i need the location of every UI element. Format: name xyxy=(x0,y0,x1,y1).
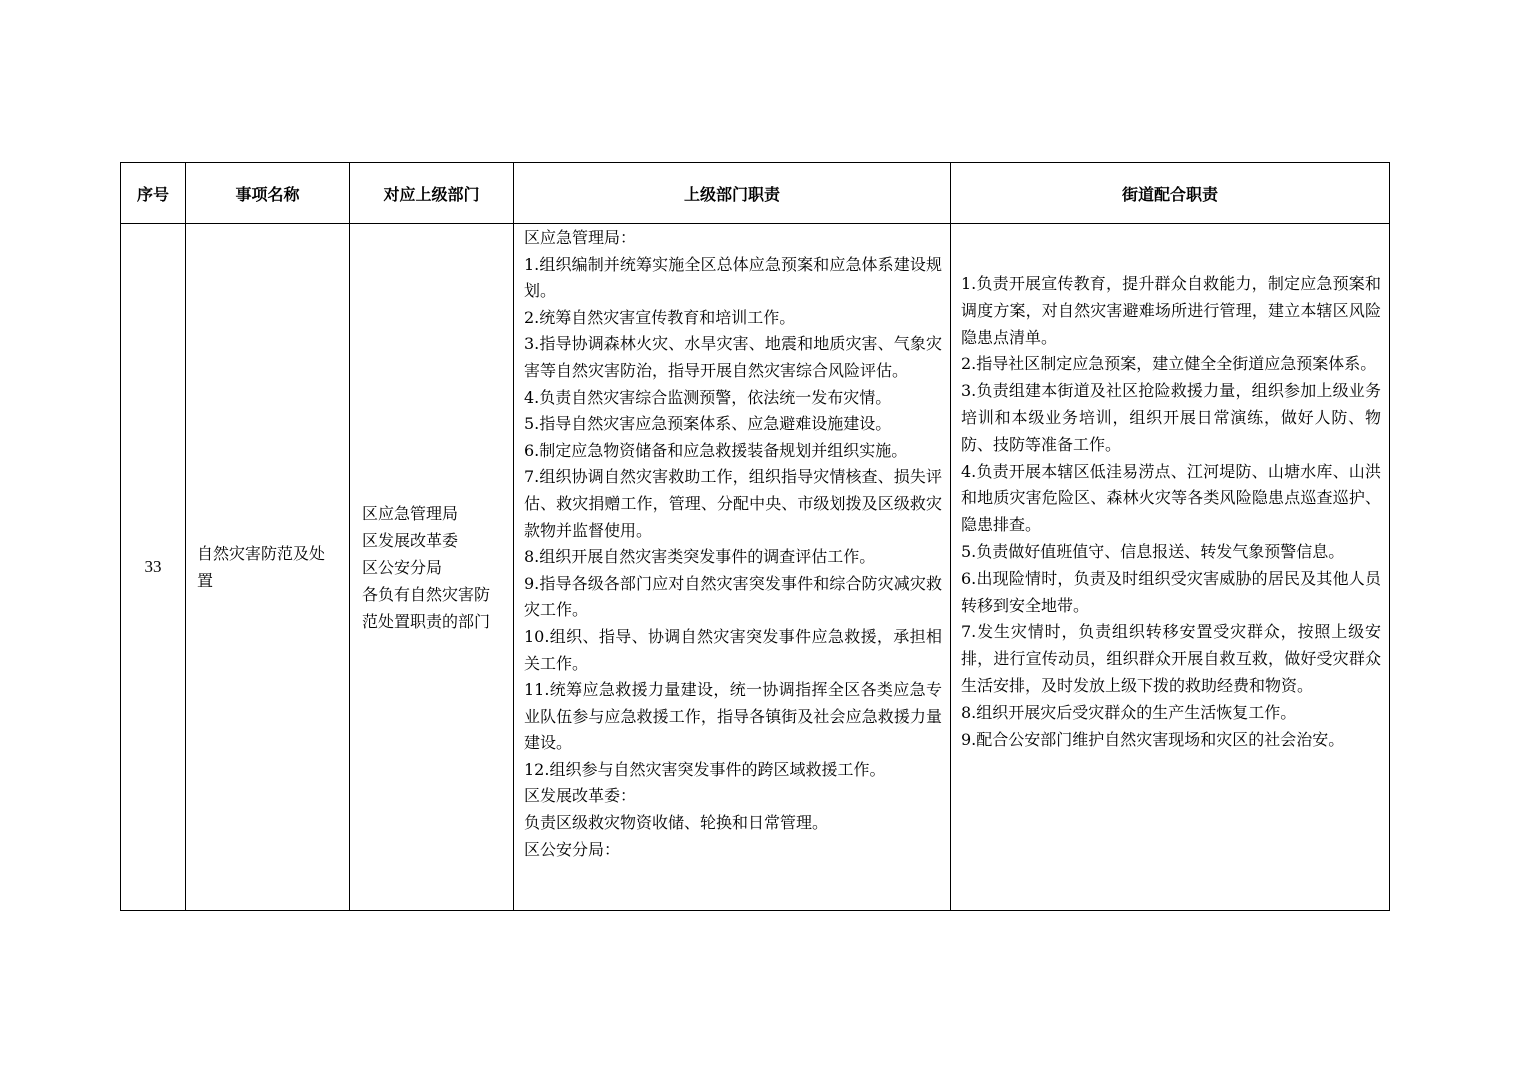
row-upper-duties-cell xyxy=(514,224,951,911)
upper-duty-item: 6.制定应急物资储备和应急救援装备规划并组织实施。 xyxy=(524,440,908,460)
department-list xyxy=(350,500,513,635)
upper-duty-item: 8.组织开展自然灾害类突发事件的调查评估工作。 xyxy=(524,547,876,567)
row-item-name: 自然灾害防范及处置 xyxy=(197,544,326,590)
street-duty-item: 3.负责组建本街道及社区抢险救援力量，组织参加上级业务培训和本级业务培训，组织开展日常演练，做好人防、物防、技防等准备工作。 xyxy=(961,381,1381,454)
department-item: 区公安分局 xyxy=(362,557,443,577)
header-item-name: 事项名称 xyxy=(186,163,350,224)
upper-duty-item: 9.指导各级各部门应对自然灾害突发事件和综合防灾减灾救灾工作。 xyxy=(524,573,942,620)
header-row xyxy=(121,163,1390,224)
duty-table xyxy=(120,162,1390,911)
upper-duty-item: 1.组织编制并统筹实施全区总体应急预案和应急体系建设规划。 xyxy=(524,254,942,301)
street-duty-item: 1.负责开展宣传教育，提升群众自救能力，制定应急预案和调度方案，对自然灾害避难场所进行管理，建立本辖区风险隐患点清单。 xyxy=(961,274,1381,347)
street-duty-item: 2.指导社区制定应急预案，建立健全全街道应急预案体系。 xyxy=(961,354,1377,374)
upper-duty-item: 11.统筹应急救援力量建设，统一协调指挥全区各类应急专业队伍参与应急救援工作，指导各镇街及社会应急救援力量建设。 xyxy=(524,680,942,753)
header-index: 序号 xyxy=(121,163,186,224)
upper-duties-list xyxy=(514,224,950,863)
table-row xyxy=(121,224,1390,911)
street-duty-item: 8.组织开展灾后受灾群众的生产生活恢复工作。 xyxy=(961,702,1297,722)
upper-duty-item: 负责区级救灾物资收储、轮换和日常管理。 xyxy=(524,813,829,833)
upper-duty-item: 12.组织参与自然灾害突发事件的跨区域救援工作。 xyxy=(524,759,886,779)
row-departments-cell xyxy=(350,224,514,911)
street-duty-item: 4.负责开展本辖区低洼易涝点、江河堤防、山塘水库、山洪和地质灾害危险区、森林火灾等各类风险隐患点巡查巡护、隐患排查。 xyxy=(961,461,1381,535)
department-item: 区发展改革委 xyxy=(362,530,459,550)
header-upper-duties: 上级部门职责 xyxy=(514,163,951,224)
row-index: 33 xyxy=(121,224,186,911)
street-duties-list xyxy=(951,224,1389,753)
street-duty-item: 9.配合公安部门维护自然灾害现场和灾区的社会治安。 xyxy=(961,729,1345,749)
header-upper-department: 对应上级部门 xyxy=(350,163,514,224)
upper-duty-item: 区发展改革委： xyxy=(524,786,637,806)
upper-duty-item: 区应急管理局： xyxy=(524,228,637,247)
street-duty-item: 7.发生灾情时，负责组织转移安置受灾群众，按照上级安排，进行宣传动员，组织群众开展自救互救，做好受灾群众生活安排，及时发放上级下拨的救助经费和物资。 xyxy=(961,622,1381,695)
header-street-duties: 街道配合职责 xyxy=(951,163,1390,224)
upper-duty-item: 3.指导协调森林火灾、水旱灾害、地震和地质灾害、气象灾害等自然灾害防治，指导开展自然灾害综合风险评估。 xyxy=(524,334,942,380)
street-duty-item: 6.出现险情时，负责及时组织受灾害威胁的居民及其他人员转移到安全地带。 xyxy=(961,568,1381,615)
upper-duty-item: 7.组织协调自然灾害救助工作，组织指导灾情核查、损失评估、救灾捐赠工作，管理、分配中央、市级划拨及区级救灾款物并监督使用。 xyxy=(524,467,942,540)
upper-duties-viewport xyxy=(514,224,950,910)
department-item: 区应急管理局 xyxy=(362,503,459,523)
upper-duty-item: 2.统筹自然灾害宣传教育和培训工作。 xyxy=(524,307,796,327)
upper-duty-item: 5.指导自然灾害应急预案体系、应急避难设施建设。 xyxy=(524,414,892,434)
department-item: 各负有自然灾害防范处置职责的部门 xyxy=(362,584,491,631)
street-duty-item: 5.负责做好值班值守、信息报送、转发气象预警信息。 xyxy=(961,541,1345,561)
row-street-duties-cell xyxy=(951,224,1390,911)
upper-duty-item: 区公安分局： xyxy=(524,839,621,859)
upper-duty-item: 10.组织、指导、协调自然灾害突发事件应急救援，承担相关工作。 xyxy=(524,626,942,673)
upper-duty-item: 4.负责自然灾害综合监测预警，依法统一发布灾情。 xyxy=(524,387,892,407)
row-item-name-cell xyxy=(186,224,350,911)
